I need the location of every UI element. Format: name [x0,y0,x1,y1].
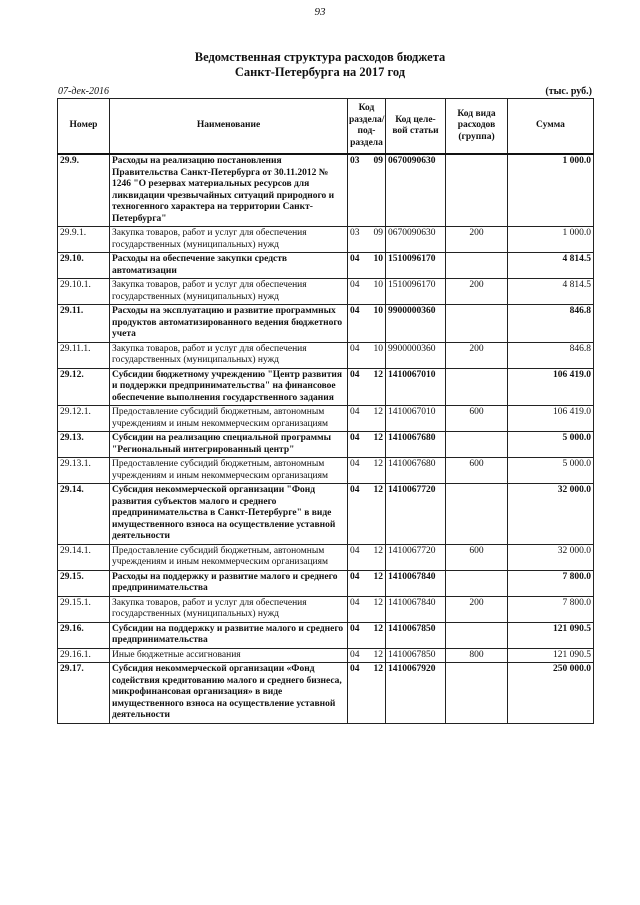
row-section-code: 04 [350,407,360,417]
row-number: 29.16.1. [58,648,110,663]
row-name: Субсидии на реализацию специальной программы "Региональный интегрированный центр" [110,432,348,458]
row-subsection-code: 12 [373,407,383,417]
row-name: Предоставление субсидий бюджетным, автономным учреждениям и иным некоммерческим организациям [110,458,348,484]
row-target-article: 1410067850 [386,648,446,663]
row-number: 29.16. [58,622,110,648]
table-row [58,648,594,663]
row-name: Субсидия некоммерческой организации «Фонд содействия кредитованию малого и среднего бизнеса, микрофинансовая организация» в виде имущественного взноса на осуществление уставной деятельности [110,663,348,724]
header-expense-type: Код вида расходов (группа) [446,99,508,155]
row-name: Расходы на поддержку и развитие малого и среднего предпринимательства [110,570,348,596]
table-row [58,458,594,484]
row-subsection-code: 12 [373,459,383,469]
row-expense-type: 600 [446,458,508,484]
row-name: Предоставление субсидий бюджетным, автономным учреждениям и иным некоммерческим организациям [110,544,348,570]
table-row [58,227,594,253]
row-razdel [348,368,386,406]
row-number: 29.15.1. [58,596,110,622]
row-subsection-code: 10 [373,343,383,354]
table-row [58,253,594,279]
row-razdel [348,544,386,570]
table-row [58,484,594,545]
row-section-code: 04 [350,623,360,634]
row-section-code: 03 [350,228,360,238]
row-section-code: 03 [350,156,360,166]
row-section-code: 04 [350,571,360,582]
row-razdel [348,663,386,724]
row-target-article: 0670090630 [386,154,446,227]
row-name: Субсидии на поддержку и развитие малого и среднего предпринимательства [110,622,348,648]
row-target-article: 1510096170 [386,279,446,305]
row-name: Закупка товаров, работ и услуг для обеспечения государственных (муниципальных) нужд [110,596,348,622]
row-sum: 7 800.0 [508,596,594,622]
row-razdel [348,458,386,484]
row-section-code: 04 [350,369,360,380]
header-sum: Сумма [508,99,594,155]
row-name: Предоставление субсидий бюджетным, автономным учреждениям и иным некоммерческим организациям [110,406,348,432]
header-number: Номер [58,99,110,155]
row-number: 29.15. [58,570,110,596]
row-expense-type [446,368,508,406]
row-subsection-code: 12 [373,433,383,443]
row-razdel [348,279,386,305]
row-number: 29.10. [58,253,110,279]
row-sum: 4 814.5 [508,253,594,279]
document-date: 07-дек-2016 [58,86,109,97]
row-expense-type: 800 [446,648,508,663]
row-number: 29.12.1. [58,406,110,432]
row-subsection-code: 12 [373,649,383,660]
row-number: 29.11.1. [58,342,110,368]
table-row [58,305,594,343]
row-section-code: 04 [350,254,360,264]
row-sum: 106 419.0 [508,406,594,432]
row-subsection-code: 12 [373,545,383,556]
row-razdel [348,622,386,648]
row-sum: 5 000.0 [508,458,594,484]
row-expense-type: 600 [446,544,508,570]
title-line-1: Ведомственная структура расходов бюджета [194,50,446,64]
row-subsection-code: 12 [373,571,383,582]
units-label: (тыс. руб.) [545,86,592,97]
row-number: 29.11. [58,305,110,343]
row-expense-type: 200 [446,342,508,368]
row-subsection-code: 12 [373,623,383,634]
table-row [58,663,594,724]
row-target-article: 9900000360 [386,305,446,343]
page-number: 93 [314,6,326,18]
row-name: Закупка товаров, работ и услуг для обеспечения государственных (муниципальных) нужд [110,279,348,305]
table-row [58,570,594,596]
row-target-article: 1410067680 [386,458,446,484]
row-section-code: 04 [350,459,360,469]
table-row [58,544,594,570]
title-line-2: Санкт-Петербурга на 2017 год [234,65,406,79]
row-name: Расходы на реализацию постановления Правительства Санкт-Петербурга от 30.11.2012 № 1246 "О резервах материальных ресурсов для ликвидации чрезвычайных ситуаций природного и техногенного характера на территории Санкт-Петербурга" [110,154,348,227]
row-sum: 1 000.0 [508,227,594,253]
row-razdel [348,570,386,596]
row-section-code: 04 [350,664,360,674]
row-subsection-code: 09 [373,156,383,166]
row-expense-type [446,663,508,724]
row-expense-type [446,154,508,227]
row-section-code: 04 [350,649,360,660]
row-subsection-code: 09 [373,228,383,238]
row-razdel [348,154,386,227]
row-subsection-code: 12 [373,597,383,608]
row-name: Расходы на эксплуатацию и развитие программных продуктов автоматизированного ведения бюджетного учета [110,305,348,343]
row-sum: 846.8 [508,305,594,343]
row-sum: 4 814.5 [508,279,594,305]
row-number: 29.13.1. [58,458,110,484]
row-expense-type: 200 [446,227,508,253]
row-target-article: 9900000360 [386,342,446,368]
row-razdel [348,227,386,253]
row-section-code: 04 [350,545,360,556]
row-number: 29.14. [58,484,110,545]
row-sum: 7 800.0 [508,570,594,596]
table-row [58,622,594,648]
row-subsection-code: 12 [373,664,383,674]
row-number: 29.9.1. [58,227,110,253]
row-number: 29.17. [58,663,110,724]
row-target-article: 0670090630 [386,227,446,253]
row-sum: 5 000.0 [508,432,594,458]
row-subsection-code: 12 [373,485,383,495]
row-name: Субсидия некоммерческой организации "Фонд развития субъектов малого и среднего предпринимательства в Санкт-Петербурге" в виде имущественного взноса на осуществление уставной деятельности [110,484,348,545]
row-target-article: 1410067840 [386,570,446,596]
row-section-code: 04 [350,597,360,608]
row-section-code: 04 [350,433,360,443]
header-name: Наименование [110,99,348,155]
row-razdel [348,305,386,343]
row-number: 29.13. [58,432,110,458]
row-target-article: 1410067720 [386,484,446,545]
row-number: 29.9. [58,154,110,227]
row-razdel [348,342,386,368]
row-expense-type [446,570,508,596]
row-razdel [348,406,386,432]
row-expense-type [446,253,508,279]
row-target-article: 1410067920 [386,663,446,724]
row-section-code: 04 [350,343,360,354]
budget-table [57,98,594,724]
row-number: 29.10.1. [58,279,110,305]
row-sum: 250 000.0 [508,663,594,724]
row-target-article: 1410067010 [386,406,446,432]
table-row [58,596,594,622]
row-name: Закупка товаров, работ и услуг для обеспечения государственных (муниципальных) нужд [110,227,348,253]
row-expense-type: 200 [446,596,508,622]
row-razdel [348,484,386,545]
row-expense-type: 200 [446,279,508,305]
document-title [0,50,640,80]
table-body [58,154,594,723]
row-name: Расходы на обеспечение закупки средств автоматизации [110,253,348,279]
row-name: Иные бюджетные ассигнования [110,648,348,663]
row-sum: 1 000.0 [508,154,594,227]
row-number: 29.12. [58,368,110,406]
row-name: Закупка товаров, работ и услуг для обеспечения государственных (муниципальных) нужд [110,342,348,368]
row-target-article: 1410067720 [386,544,446,570]
row-razdel [348,432,386,458]
row-razdel [348,596,386,622]
table-row [58,154,594,227]
row-sum: 32 000.0 [508,544,594,570]
row-name: Субсидии бюджетному учреждению "Центр развития и поддержки предпринимательства" на финансовое обеспечение выполнения государственного задания [110,368,348,406]
row-sum: 106 419.0 [508,368,594,406]
row-target-article: 1410067010 [386,368,446,406]
row-razdel [348,648,386,663]
table-row [58,279,594,305]
table-header-row [58,99,594,155]
row-sum: 121 090.5 [508,622,594,648]
row-subsection-code: 10 [373,306,383,316]
row-subsection-code: 10 [373,280,383,290]
row-section-code: 04 [350,280,360,290]
row-sum: 32 000.0 [508,484,594,545]
row-expense-type [446,484,508,545]
row-section-code: 04 [350,485,360,495]
header-razdel: Код раздела/ под- раздела [348,99,386,155]
row-expense-type [446,432,508,458]
row-subsection-code: 12 [373,369,383,380]
row-expense-type: 600 [446,406,508,432]
header-target-article: Код целе- вой статьи [386,99,446,155]
row-target-article: 1410067850 [386,622,446,648]
row-sum: 121 090.5 [508,648,594,663]
row-target-article: 1410067680 [386,432,446,458]
table-row [58,368,594,406]
row-target-article: 1510096170 [386,253,446,279]
row-section-code: 04 [350,306,360,316]
row-expense-type [446,622,508,648]
row-sum: 846.8 [508,342,594,368]
row-razdel [348,253,386,279]
row-number: 29.14.1. [58,544,110,570]
table-row [58,406,594,432]
table-row [58,432,594,458]
table-row [58,342,594,368]
row-subsection-code: 10 [373,254,383,264]
row-expense-type [446,305,508,343]
row-target-article: 1410067840 [386,596,446,622]
